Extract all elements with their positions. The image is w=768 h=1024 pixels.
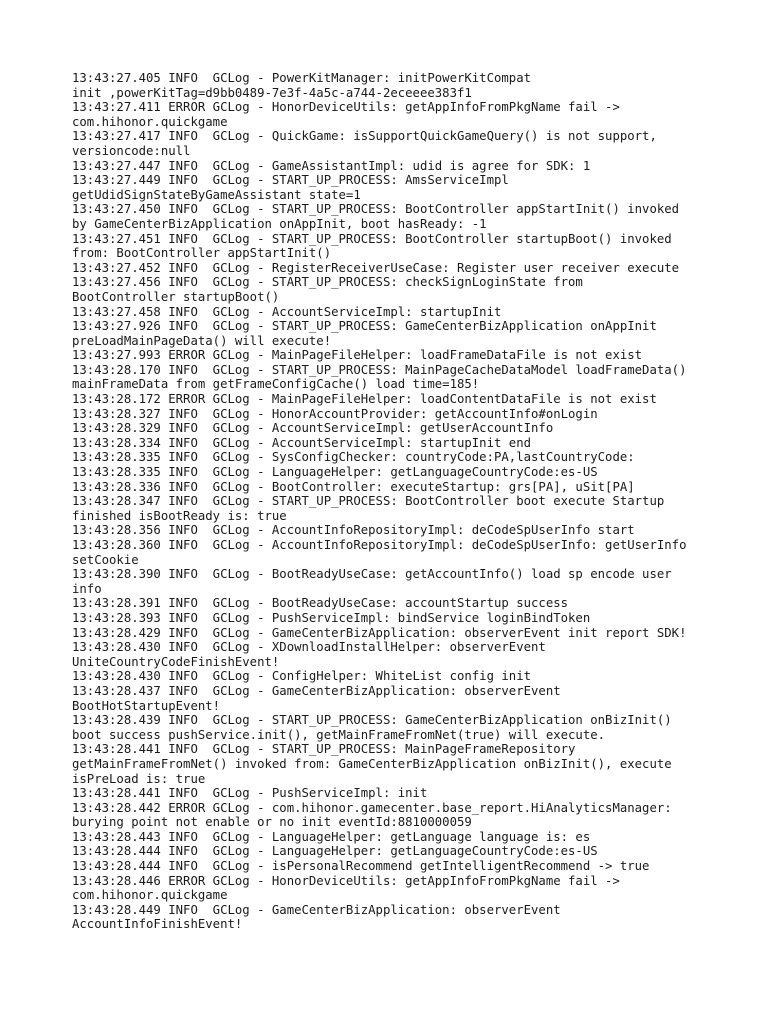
log-line: 13:43:28.390 INFO GCLog - BootReadyUseCase: getAccountInfo() load sp encode user [72, 567, 672, 582]
log-line: 13:43:28.430 INFO GCLog - ConfigHelper: WhiteList config init [72, 669, 532, 684]
log-line: 13:43:28.437 INFO GCLog - GameCenterBizApplication: observerEvent [72, 683, 561, 698]
log-line: burying point not enable or no init eventId:8810000059 [72, 815, 472, 830]
log-line: 13:43:28.329 INFO GCLog - AccountServiceImpl: getUserAccountInfo [72, 421, 554, 436]
log-line: BootController startupBoot() [72, 289, 280, 304]
log-line: 13:43:27.447 INFO GCLog - GameAssistantImpl: udid is agree for SDK: 1 [72, 158, 591, 173]
log-line: by GameCenterBizApplication onAppInit, boot hasReady: -1 [72, 216, 487, 231]
log-line: 13:43:27.458 INFO GCLog - AccountServiceImpl: startupInit [72, 304, 502, 319]
log-line: 13:43:27.993 ERROR GCLog - MainPageFileHelper: loadFrameDataFile is not exist [72, 348, 643, 363]
log-line: 13:43:27.450 INFO GCLog - START_UP_PROCESS: BootController appStartInit() invoked [72, 202, 680, 217]
log-line: getMainFrameFromNet() invoked from: GameCenterBizApplication onBizInit(), execute [72, 756, 672, 771]
log-line: boot success pushService.init(), getMainFrameFromNet(true) will execute. [72, 727, 606, 742]
log-document [72, 71, 722, 932]
log-line: isPreLoad is: true [72, 771, 206, 786]
log-line: from: BootController appStartInit() [72, 246, 332, 261]
log-line: com.hihonor.quickgame [72, 114, 228, 129]
log-line: 13:43:28.449 INFO GCLog - GameCenterBizApplication: observerEvent [72, 902, 561, 917]
log-line: 13:43:28.356 INFO GCLog - AccountInfoRepositoryImpl: deCodeSpUserInfo start [72, 523, 635, 538]
log-line: 13:43:28.444 INFO GCLog - isPersonalRecommend getIntelligentRecommend -> true [72, 859, 650, 874]
log-line: BootHotStartupEvent! [72, 698, 221, 713]
log-line: 13:43:28.172 ERROR GCLog - MainPageFileHelper: loadContentDataFile is not exist [72, 392, 657, 407]
log-line: 13:43:27.456 INFO GCLog - START_UP_PROCESS: checkSignLoginState from [72, 275, 583, 290]
log-line: 13:43:28.327 INFO GCLog - HonorAccountProvider: getAccountInfo#onLogin [72, 406, 598, 421]
log-line: 13:43:27.411 ERROR GCLog - HonorDeviceUtils: getAppInfoFromPkgName fail -> [72, 100, 620, 115]
log-line: 13:43:28.430 INFO GCLog - XDownloadInstallHelper: observerEvent [72, 640, 546, 655]
log-line: 13:43:28.441 INFO GCLog - START_UP_PROCESS: MainPageFrameRepository [72, 742, 576, 757]
log-line: AccountInfoFinishEvent! [72, 917, 243, 932]
log-line: finished isBootReady is: true [72, 508, 287, 523]
log-line: 13:43:27.451 INFO GCLog - START_UP_PROCESS: BootController startupBoot() invoked [72, 231, 672, 246]
log-line: getUdidSignStateByGameAssistant state=1 [72, 187, 361, 202]
log-line: mainFrameData from getFrameConfigCache() load time=185! [72, 377, 480, 392]
log-line: info [72, 581, 102, 596]
log-line: 13:43:28.442 ERROR GCLog - com.hihonor.gamecenter.base_report.HiAnalyticsManager: [72, 800, 672, 815]
log-line: 13:43:27.405 INFO GCLog - PowerKitManager: initPowerKitCompat [72, 71, 532, 85]
log-line: preLoadMainPageData() will execute! [72, 333, 332, 348]
log-line: 13:43:28.170 INFO GCLog - START_UP_PROCESS: MainPageCacheDataModel loadFrameData() [72, 362, 687, 377]
log-line: com.hihonor.quickgame [72, 888, 228, 903]
log-line: 13:43:28.335 INFO GCLog - LanguageHelper: getLanguageCountryCode:es-US [72, 465, 598, 480]
log-line: 13:43:28.439 INFO GCLog - START_UP_PROCESS: GameCenterBizApplication onBizInit() [72, 713, 672, 728]
log-line: 13:43:28.336 INFO GCLog - BootController: executeStartup: grs[PA], uSit[PA] [72, 479, 635, 494]
log-line: 13:43:27.452 INFO GCLog - RegisterReceiverUseCase: Register user receiver execute [72, 260, 680, 275]
log-line: 13:43:28.335 INFO GCLog - SysConfigChecker: countryCode:PA,lastCountryCode: [72, 450, 635, 465]
log-line: UniteCountryCodeFinishEvent! [72, 654, 280, 669]
log-line: 13:43:28.443 INFO GCLog - LanguageHelper: getLanguage language is: es [72, 829, 591, 844]
log-line: 13:43:28.347 INFO GCLog - START_UP_PROCESS: BootController boot execute Startup [72, 494, 665, 509]
log-line: init ,powerKitTag=d9bb0489-7e3f-4a5c-a744-2eceeee383f1 [72, 85, 472, 100]
log-line: 13:43:28.360 INFO GCLog - AccountInfoRepositoryImpl: deCodeSpUserInfo: getUserInfo [72, 538, 687, 552]
log-line: 13:43:28.334 INFO GCLog - AccountServiceImpl: startupInit end [72, 435, 532, 450]
log-line: versioncode:null [72, 143, 191, 158]
log-line: 13:43:28.393 INFO GCLog - PushServiceImpl: bindService loginBindToken [72, 610, 591, 625]
log-line: 13:43:28.429 INFO GCLog - GameCenterBizApplication: observerEvent init report SDK! [72, 625, 687, 640]
log-line: 13:43:28.444 INFO GCLog - LanguageHelper: getLanguageCountryCode:es-US [72, 844, 598, 859]
log-line: 13:43:28.441 INFO GCLog - PushServiceImpl: init [72, 786, 428, 801]
log-line: 13:43:27.449 INFO GCLog - START_UP_PROCESS: AmsServiceImpl [72, 173, 509, 188]
log-line: 13:43:27.417 INFO GCLog - QuickGame: isSupportQuickGameQuery() is not support, [72, 129, 657, 144]
log-line: 13:43:28.391 INFO GCLog - BootReadyUseCase: accountStartup success [72, 596, 569, 611]
log-line: 13:43:27.926 INFO GCLog - START_UP_PROCESS: GameCenterBizApplication onAppInit [72, 319, 657, 334]
log-line: 13:43:28.446 ERROR GCLog - HonorDeviceUtils: getAppInfoFromPkgName fail -> [72, 873, 620, 888]
log-line: setCookie [72, 552, 139, 567]
